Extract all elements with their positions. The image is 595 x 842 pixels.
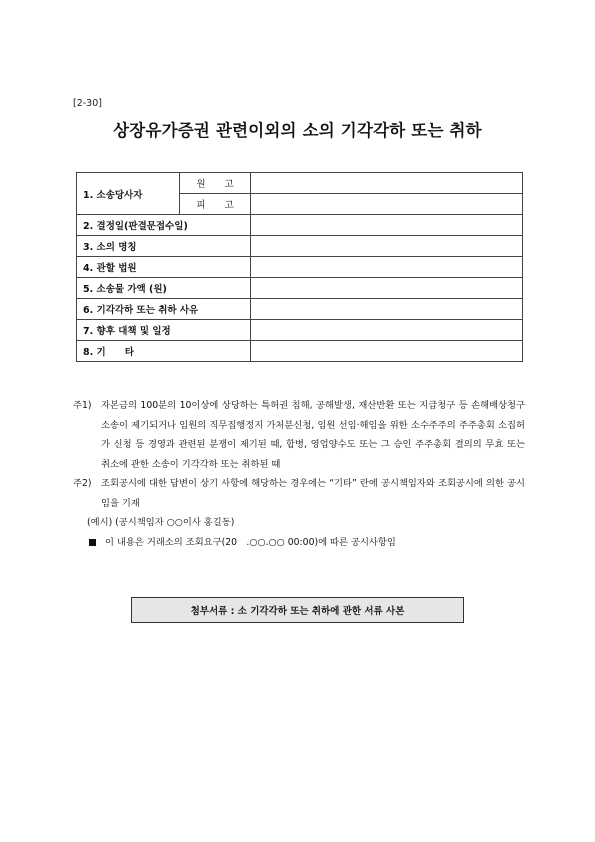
row-value[interactable]	[251, 320, 523, 341]
row-label: 5. 소송물 가액 (원)	[77, 278, 251, 299]
row-value[interactable]	[251, 278, 523, 299]
attachment-label: 첨부서류 : 소 기각각하 또는 취하에 관한 서류 사본	[190, 606, 405, 617]
plaintiff-label: 원 고	[180, 173, 251, 194]
note-2-text: 조회공시에 대한 답변이 상기 사항에 해당하는 경우에는 “기타” 란에 공시책임자와 조회공시에 의한 공시임을 기재	[101, 478, 525, 509]
table-row	[77, 341, 523, 362]
document-title: 상장유가증권 관련이외의 소의 기각각하 또는 취하	[113, 121, 482, 140]
disclosure-form-table	[76, 172, 523, 362]
row-value[interactable]	[251, 257, 523, 278]
note-1-mark: 주1)	[73, 400, 92, 411]
row-value[interactable]	[251, 215, 523, 236]
notice-line	[73, 533, 525, 553]
attachment-box	[131, 597, 464, 623]
row-value[interactable]	[251, 299, 523, 320]
table-row-plaintiff	[77, 173, 523, 194]
row-label: 4. 관할 법원	[77, 257, 251, 278]
document-code: [2-30]	[73, 98, 102, 109]
table-row	[77, 236, 523, 257]
row-label: 2. 결정일(판결문접수일)	[77, 215, 251, 236]
row-label: 3. 소의 명칭	[77, 236, 251, 257]
party-label: 1. 소송당사자	[77, 173, 180, 215]
row-value[interactable]	[251, 236, 523, 257]
note-2-mark: 주2)	[73, 478, 92, 489]
table-row	[77, 320, 523, 341]
black-square-icon	[89, 539, 96, 546]
table-row	[77, 278, 523, 299]
plaintiff-value[interactable]	[251, 173, 523, 194]
note-2	[73, 474, 525, 513]
row-value[interactable]	[251, 341, 523, 362]
row-label: 8. 기 타	[77, 341, 251, 362]
example-text: (예시) (공시책임자 ○○이사 홍길동)	[87, 517, 235, 528]
row-label: 7. 향후 대책 및 일정	[77, 320, 251, 341]
defendant-label: 피 고	[180, 194, 251, 215]
table-row	[77, 215, 523, 236]
notice-text: 이 내용은 거래소의 조회요구(20 .○○.○○ 00:00)에 따른 공시사항임	[105, 536, 396, 548]
table-row	[77, 257, 523, 278]
note-1	[73, 396, 525, 474]
note-1-text: 자본금의 100분의 10이상에 상당하는 특허권 침해, 공해발생, 재산반환 또는 지급청구 등 손해배상청구소송이 제기되거나 임원의 직무집행정지 가처분신청, 임원 선임·해임을 위한 소수주주의 주주총회 소집허가 신청 등 경영과 관련된 분쟁이 제기된 때, 합병, 영업양수도 또는 그 승인 주주총회 결의의 무효 또는 취소에 관한 소송이 기각각하 또는 취하된 때	[101, 400, 525, 470]
table-row	[77, 299, 523, 320]
defendant-value[interactable]	[251, 194, 523, 215]
row-label: 6. 기각각하 또는 취하 사유	[77, 299, 251, 320]
footnotes	[73, 396, 525, 552]
